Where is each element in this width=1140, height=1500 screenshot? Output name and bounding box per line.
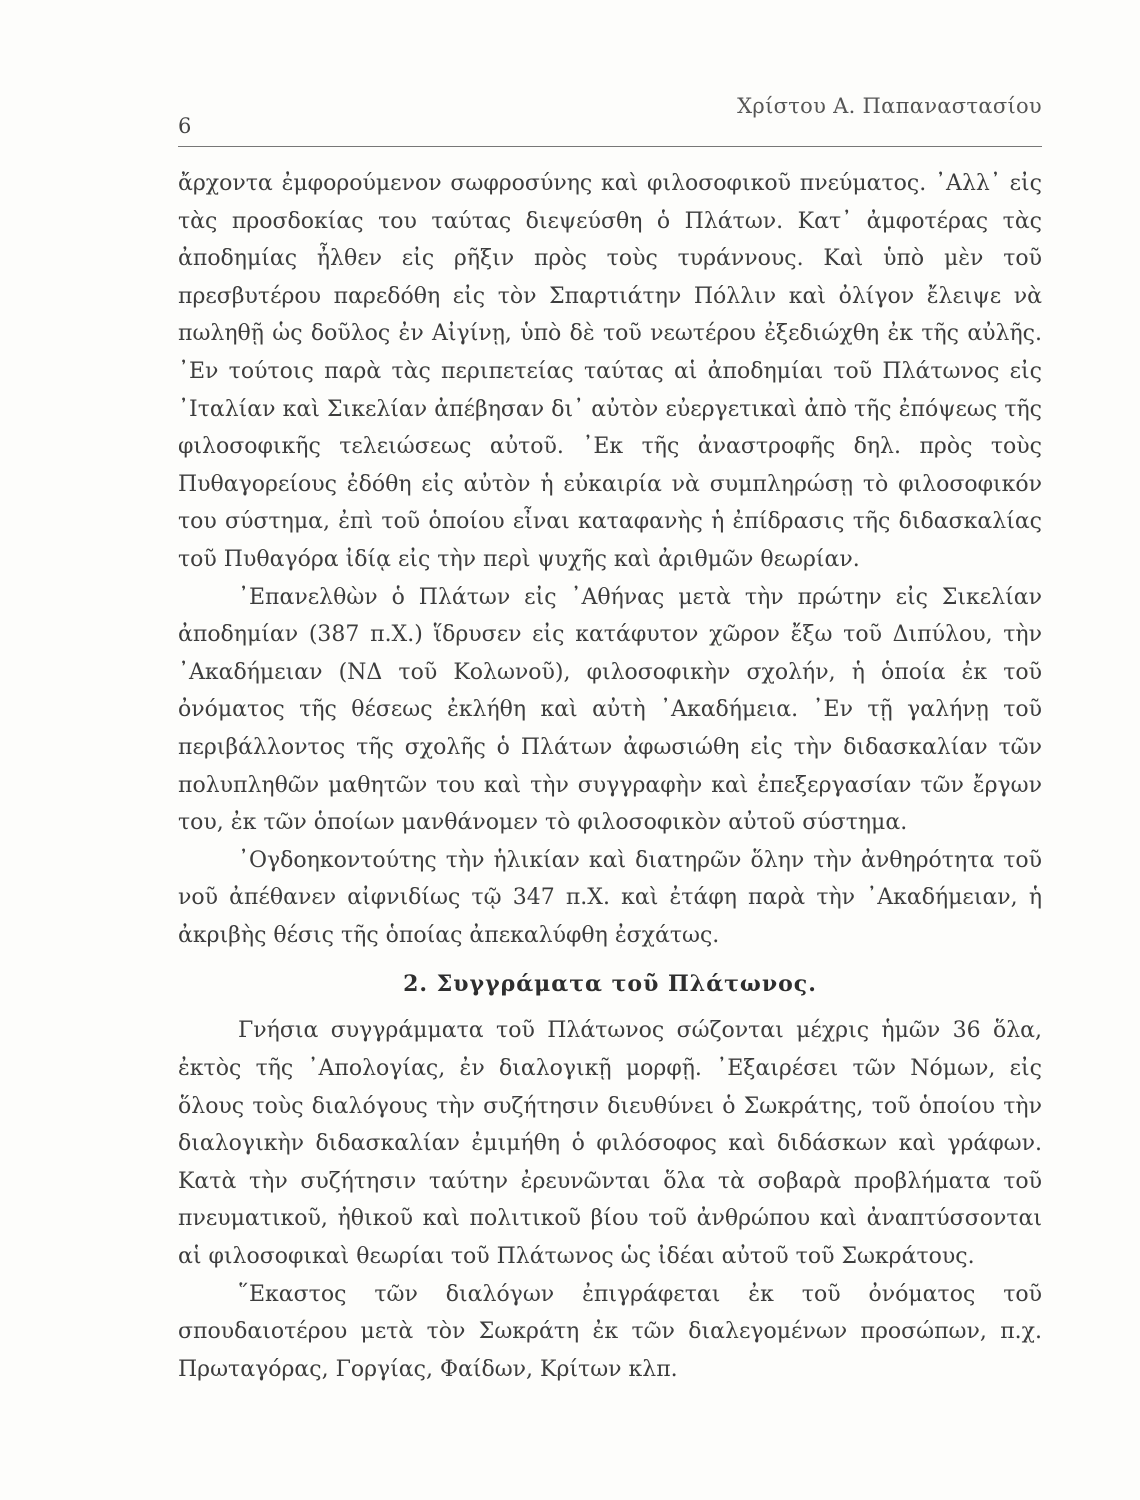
body-text [178, 165, 1042, 1388]
section-heading: 2. Συγγράματα τοῦ Πλάτωνος. [403, 971, 817, 998]
paragraph-akadimeia: ᾿Επανελθὼν ὁ Πλάτων εἰς ᾿Αθήνας μετὰ τὴν πρώτην εἰς Σικελίαν ἀποδημίαν (387 π.Χ.) ἵδρυσεν εἰς κατάφυτον χῶρον ἔξω τοῦ Διπύλου, τὴν ᾿Ακαδήμειαν (ΝΔ τοῦ Κολωνοῦ), φιλοσοφικὴν σχολήν, ἡ ὁποία ἐκ τοῦ ὀνόματος τῆς θέσεως ἐκλήθη καὶ αὐτὴ ᾿Ακαδήμεια. ᾿Εν τῇ γαλήνῃ τοῦ περιβάλλοντος τῆς σχολῆς ὁ Πλάτων ἀφωσιώθη εἰς τὴν διδασκαλίαν τῶν πολυπληθῶν μαθητῶν του καὶ τὴν συγγραφὴν καὶ ἐπεξεργασίαν τῶν ἔργων του, ἐκ τῶν ὁποίων μανθάνομεν τὸ φιλοσοφικὸν αὐτοῦ σύστημα. [178, 584, 1042, 836]
paragraph-apodimies: ἄρχοντα ἐμφορούμενον σωφροσύνης καὶ φιλοσοφικοῦ πνεύματος. ᾿Αλλ᾿ εἰς τὰς προσδοκίας του ταύτας διεψεύσθη ὁ Πλάτων. Κατ᾿ ἀμφοτέρας τὰς ἀποδημίας ἦλθεν εἰς ρῆξιν πρὸς τοὺς τυράννους. Καὶ ὑπὸ μὲν τοῦ πρεσβυτέρου παρεδόθη εἰς τὸν Σπαρτιάτην Πόλλιν καὶ ὀλίγον ἔλειψε νὰ πωληθῇ ὡς δοῦλος ἐν Αἰγίνῃ, ὑπὸ δὲ τοῦ νεωτέρου ἐξεδιώχθη ἐκ τῆς αὐλῆς. ᾿Εν τούτοις παρὰ τὰς περιπετείας ταύτας αἱ ἀποδημίαι τοῦ Πλάτωνος εἰς ᾿Ιταλίαν καὶ Σικελίαν ἀπέβησαν δι᾿ αὐτὸν εὐεργετικαὶ ἀπὸ τῆς ἐπόψεως τῆς φιλοσοφικῆς τελειώσεως αὐτοῦ. ᾿Εκ τῆς ἀναστροφῆς δηλ. πρὸς τοὺς Πυθαγορείους ἐδόθη εἰς αὐτὸν ἡ εὐκαιρία νὰ συμπληρώσῃ τὸ φιλοσοφικόν του σύστημα, ἐπὶ τοῦ ὁποίου εἶναι καταφανὴς ἡ ἐπίδρασις τῆς διδασκαλίας τοῦ Πυθαγόρα ἰδίᾳ εἰς τὴν περὶ ψυχῆς καὶ ἀριθμῶν θεωρίαν. [178, 171, 1042, 572]
header-rule [178, 146, 1042, 147]
paragraph-epigrafi-dialogon: ῞Εκαστος τῶν διαλόγων ἐπιγράφεται ἐκ τοῦ ὀνόματος τοῦ σπουδαιοτέρου μετὰ τὸν Σωκράτη ἐκ τῶν διαλεγομένων προσώπων, π.χ. Πρωταγόρας, Γοργίας, Φαίδων, Κρίτων κλπ. [178, 1281, 1042, 1382]
page-header [178, 86, 1042, 138]
running-head: Χρίστου Α. Παπαναστασίου [737, 94, 1042, 118]
paragraph-thanatos: ᾿Ογδοηκοντούτης τὴν ἡλικίαν καὶ διατηρῶν ὅλην τὴν ἀνθηρότητα τοῦ νοῦ ἀπέθανεν αἰφνιδίως τῷ 347 π.Χ. καὶ ἐτάφη παρὰ τὴν ᾿Ακαδήμειαν, ἡ ἀκριβὴς θέσις τῆς ὁποίας ἀπεκαλύφθη ἐσχάτως. [178, 847, 1042, 948]
page-number: 6 [178, 114, 192, 138]
paragraph-syggrammata: Γνήσια συγγράμματα τοῦ Πλάτωνος σώζονται μέχρις ἡμῶν 36 ὅλα, ἐκτὸς τῆς ᾿Απολογίας, ἐν διαλογικῇ μορφῇ. ᾿Εξαιρέσει τῶν Νόμων, εἰς ὅλους τοὺς διαλόγους τὴν συζήτησιν διευθύνει ὁ Σωκράτης, τοῦ ὁποίου τὴν διαλογικὴν διδασκαλίαν ἐμιμήθη ὁ φιλόσοφος καὶ διδάσκων καὶ γράφων. Κατὰ τὴν συζήτησιν ταύτην ἐρευνῶνται ὅλα τὰ σοβαρὰ προβλήματα τοῦ πνευματικοῦ, ἠθικοῦ καὶ πολιτικοῦ βίου τοῦ ἀνθρώπου καὶ ἀναπτύσσονται αἱ φιλοσοφικαὶ θεωρίαι τοῦ Πλάτωνος ὡς ἰδέαι αὐτοῦ τοῦ Σωκράτους. [178, 1018, 1042, 1270]
